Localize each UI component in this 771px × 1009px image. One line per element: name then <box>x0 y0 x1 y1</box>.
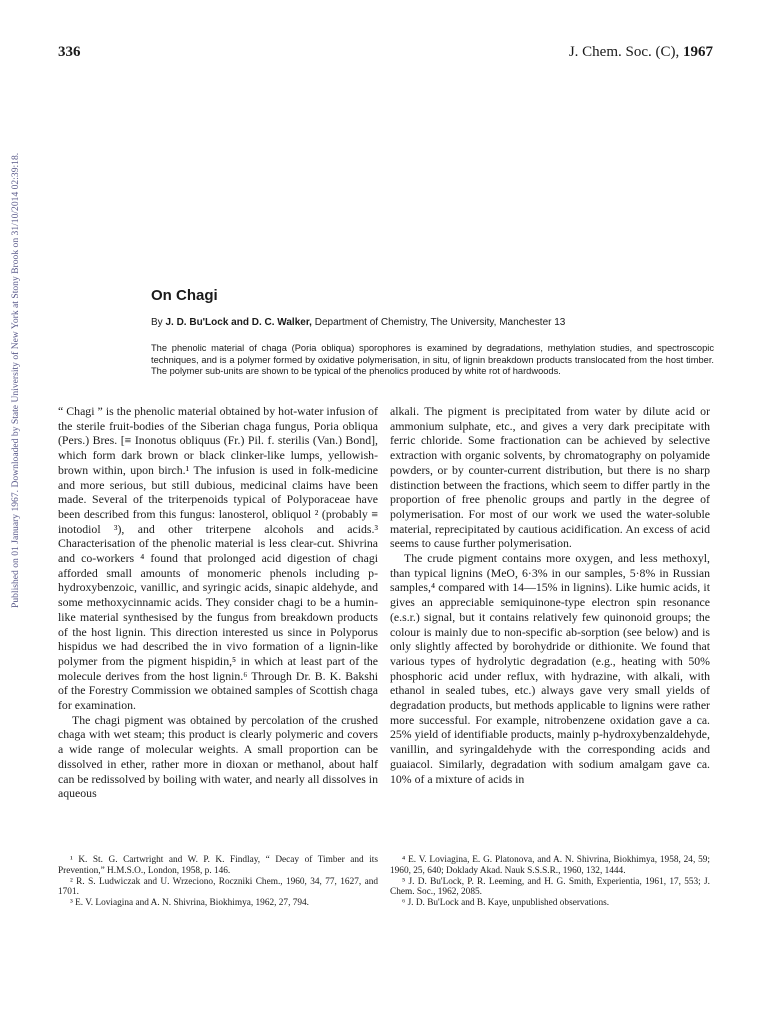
running-head <box>569 44 713 61</box>
footnote: ⁵ J. D. Bu'Lock, P. R. Leeming, and H. G. Smith, Experientia, 1961, 17, 553; J. Chem. Soc., 1962, 2085. <box>390 876 710 898</box>
byline-prefix: By <box>151 317 163 328</box>
footnotes-left <box>58 855 378 909</box>
footnote: ⁶ J. D. Bu'Lock and B. Kaye, unpublished observations. <box>402 898 610 909</box>
abstract: The phenolic material of chaga (Poria obliqua) sporophores is examined by degradations, methylation studies, and spectroscopic techniques, and is a polymer formed by oxidative polymerisation, in situ, of lignin breakdown products translocated from the host timber. The polymer sub-units are shown to be typical of the phenolics produced by white rot of hardwoods. <box>151 343 714 377</box>
body-column-left <box>58 404 378 801</box>
body-paragraph: alkali. The pigment is precipitated from water by dilute acid or ammonium sulphate, etc., and gives a very dark precipitate with ferric chloride. Some fractionation can be achieved by selective extraction with organic solvents, by chromatography on polyamide powders, or by counter-current distribution, but there is no sharp distinction between the fractions, which seem to differ partly in the proportion of free phenolic groups and partly in the degree of polymerisation. For most of our work we used the water-soluble material, reprecipitated by cautious acidification. An excess of acid seems to cause further polymerisation. <box>390 404 710 551</box>
footnote: ³ E. V. Loviagina and A. N. Shivrina, Biokhimya, 1962, 27, 794. <box>70 898 309 909</box>
footnotes-right <box>390 855 710 909</box>
affiliation: Department of Chemistry, The University, Manchester 13 <box>314 317 566 328</box>
byline <box>151 317 565 328</box>
body-paragraph: “ Chagi ” is the phenolic material obtained by hot-water infusion of the sterile fruit-bodies of the Siberian chaga fungus, Poria obliqua (Pers.) Bres. [≡ Inonotus obliquus (Fr.) Pil. f. sterilis (Van.) Bond], which form dark brown or black clinker-like lumps, yellowish-brown within, upon birch.¹ The infusion is used in folk-medicine and more serious, but still dubious, medicinal claims have been made. Several of the triterpenoids typical of Polyporaceae have been described from this fungus: lanosterol, obliquol ² (probably ≡ inotodiol ³), and other triterpene alcohols and acids.³ Characterisation of the phenolic material is less clear-cut. Shivrina and co-workers ⁴ found that prolonged acid digestion of chagi afforded small amounts of monomeric phenols including p-hydroxybenzoic, vanillic, and syringic acids, sinapic aldehyde, and some methoxycinnamic acids. They consider chagi to be a humin-like material synthesised by the fungus from breakdown products of the host lignin. This direction interested us since in Polyporus hispidus we had described the in vivo formation of a lignin-like polymer from the pigment hispidin,⁵ in which at least part of the molecule derives from the host lignin.⁶ Through Dr. B. K. Bakshi of the Forestry Commission we obtained samples of Scottish chaga for examination. <box>58 404 378 713</box>
page-number: 336 <box>58 44 81 60</box>
download-notice: Published on 01 January 1967. Downloaded by State University of New York at Stony Brook on 31/10/2014 02:39:18. <box>10 152 21 608</box>
footnote: ¹ K. St. G. Cartwright and W. P. K. Findlay, “ Decay of Timber and its Prevention,” H.M.S.O., London, 1958, p. 146. <box>58 855 378 876</box>
footnote: ⁴ E. V. Loviagina, E. G. Platonova, and A. N. Shivrina, Biokhimya, 1958, 24, 59; 1960, 25, 640; Doklady Akad. Nauk S.S.S.R., 1960, 132, 1444. <box>390 855 710 876</box>
body-paragraph: The chagi pigment was obtained by percolation of the crushed chaga with wet steam; this product is clearly polymeric and covers a wide range of molecular weights. A small proportion can be dissolved in ether, rather more in dioxan or methanol, about half can be redissolved by boiling with water, and nearly all dissolves in aqueous <box>58 712 378 801</box>
authors: J. D. Bu'Lock and D. C. Walker, <box>165 317 312 328</box>
journal-name: J. Chem. Soc. (C), <box>568 44 680 60</box>
journal-year: 1967 <box>683 44 713 60</box>
footnote: ² R. S. Ludwiczak and U. Wrzeciono, Roczniki Chem., 1960, 34, 77, 1627, and 1701. <box>58 876 378 898</box>
article-title: On Chagi <box>151 287 218 304</box>
body-paragraph: The crude pigment contains more oxygen, and less methoxyl, than typical lignins (MeO, 6·3% in our samples, 5·8% in Russian samples,⁴ compared with 14—15% in lignins). Like humic acids, it gives an appreciable semiquinone-type electron spin resonance (e.s.r.) signal, but it contains relatively few quinonoid groups; the colour is mainly due to non-specific ab-sorption (see below) and is only slightly affected by borohydride or dithionite. We found that various types of hydrolytic degradation (e.g., heating with 50% phosphoric acid under reflux, with hydrazine, with alkali, with ethanol in sealed tubes, etc.) always gave very small yields of degradation products, but methods applicable to lignins were rather more successful. For example, nitrobenzene oxidation gave a ca. 25% yield of identifiable products, mainly p-hydroxybenzaldehyde, vanillin, and syringaldehyde with the corresponding acids and guaiacol. Similarly, degradation with sodium amalgam gave ca. 10% of a mixture of acids in <box>390 551 710 786</box>
body-column-right <box>390 404 710 786</box>
